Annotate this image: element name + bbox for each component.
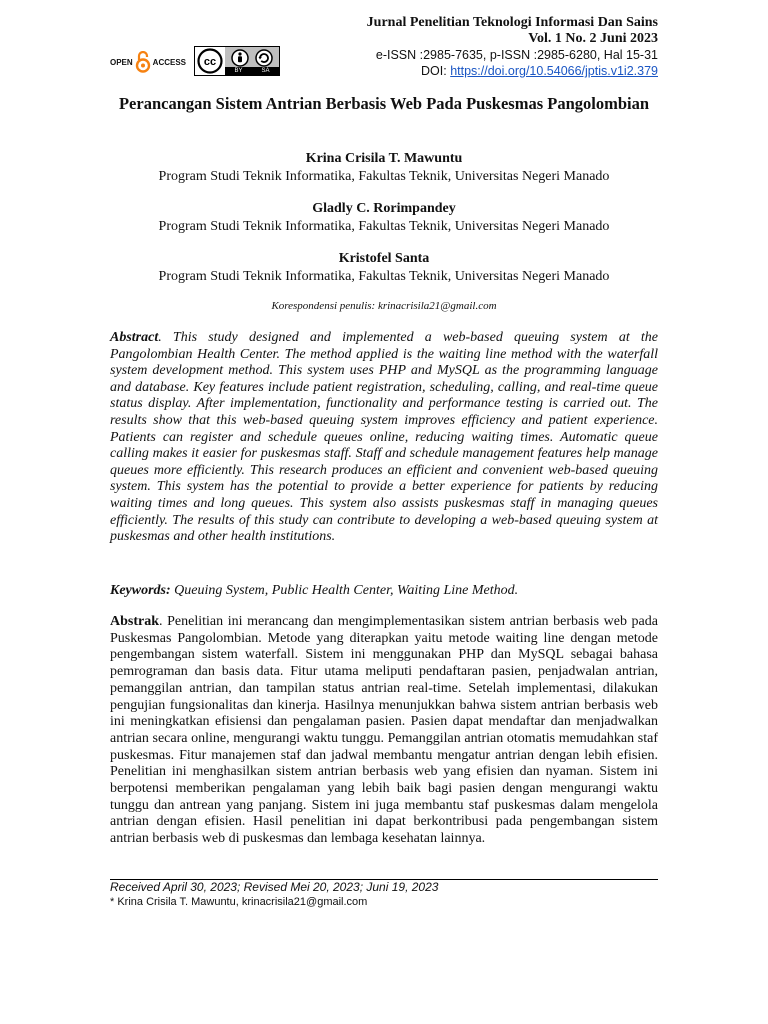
open-access-text-right: ACCESS (152, 57, 187, 67)
paper-title: Perancangan Sistem Antrian Berbasis Web Pada Puskesmas Pangolombian (118, 94, 650, 113)
doi-link[interactable]: https://doi.org/10.54066/jptis.v1i2.379 (450, 64, 658, 78)
received-dates: Received April 30, 2023; Revised Mei 20, 2023; Juni 19, 2023 (110, 880, 439, 894)
doi-line (258, 63, 658, 79)
abstract-text: . This study designed and implemented a web-based queuing system at the Pangolombian Health Center. The method applied is the waiting line method with the waterfall system development method. This system uses PHP and MySQL as the programming language and database. Key features include patient registration, scheduling, calling, and real-time queue status display. After implementation, functionality and performance testing is carried out. The results show that this web-based queuing system improves efficiency and patient experience. Patients can register and schedule queues online, reducing waiting times. Automatic queue calling makes it easier for puskesmas staff. Staff and schedule management features help manage queues more efficiently. This research produces an efficient and convenient web-based queuing system. This system has the potential to provide a better experience for patients by reducing waiting times and long queues. This system also assists puskesmas staff in managing queues efficiently. The results of this study can contribute to developing a web-based queuing system at puskesmas and other health institutions. (110, 330, 658, 545)
abstract-label: Abstract (110, 330, 159, 345)
keywords (110, 582, 658, 599)
attribution-icon (231, 49, 249, 67)
doi-label: DOI: (421, 64, 451, 78)
open-lock-icon (135, 51, 151, 73)
author-1 (110, 150, 658, 186)
author-3 (110, 250, 658, 286)
author-affiliation: Program Studi Teknik Informatika, Fakultas Teknik, Universitas Negeri Manado (158, 219, 610, 234)
correspondence-line: Korespondensi penulis: krinacrisila21@gmail.com (271, 300, 497, 312)
abstract-english (110, 330, 658, 546)
journal-issn: e-ISSN :2985-7635, p-ISSN :2985-6280, Hal 15-31 (375, 48, 658, 62)
abstrak-text: . Penelitian ini merancang dan mengimplementasikan sistem antrian berbasis web pada Puskesmas Pangolombian. Metode yang diterapkan yaitu metode waiting line dengan metode pengembangan sistem waterfall. Sistem ini menggunakan PHP dan MySQL sebagai bahasa pemrograman dan basis data. Fitur utama meliputi pendaftaran pasien, penjadwalan antrian, pemanggilan antrian, dan tampilan status antrian real-time. Setelah implementasi, dilakukan pengujian fungsionalitas dan kinerja. Hasilnya menunjukkan bahwa sistem antrian berbasis web ini meningkatkan efisiensi dan pengalaman pasien. Pasien dapat mendaftar dan menjadwalkan antrian secara online, mengurangi waktu tunggu. Pemanggilan antrian otomatis memudahkan staf puskesmas. Fitur manajemen staf dan jadwal membantu mengatur antrian dengan lebih efisien. Penelitian ini menghasilkan sistem antrian berbasis web yang efisien dan nyaman. Sistem ini berpotensi memberikan pengalaman yang lebih baik bagi pasien dengan mengurangi waktu tunggu dan antrean yang panjang. Sistem ini juga membantu staf puskesmas dalam mengelola antrian dengan efisien. Hasil penelitian ini dapat berkontribusi pada pengembangan sistem antrian berbasis web di puskesmas dan lembaga kesehatan lainnya. (110, 614, 658, 847)
corresponding-author-footnote: * Krina Crisila T. Mawuntu, krinacrisila21@gmail.com (110, 896, 368, 908)
cc-by-label: BY (234, 68, 243, 74)
cc-mark (195, 47, 225, 75)
journal-header (258, 14, 658, 79)
keywords-label: Keywords: (110, 583, 171, 598)
abstract-indonesian (110, 614, 658, 848)
abstrak-label: Abstrak (110, 614, 160, 629)
cc-sa-label: SA (261, 68, 270, 74)
creative-commons-icon (197, 48, 223, 74)
author-affiliation: Program Studi Teknik Informatika, Fakultas Teknik, Universitas Negeri Manado (158, 269, 610, 284)
author-2 (110, 200, 658, 236)
open-access-text-left: OPEN (110, 57, 133, 67)
author-name: Kristofel Santa (338, 251, 430, 266)
journal-volume: Vol. 1 No. 2 Juni 2023 (528, 31, 658, 46)
author-name: Gladly C. Rorimpandey (312, 201, 456, 216)
journal-name: Jurnal Penelitian Teknologi Informasi Dan Sains (366, 15, 658, 30)
author-name: Krina Crisila T. Mawuntu (305, 151, 463, 166)
open-access-logo (110, 47, 186, 77)
author-affiliation: Program Studi Teknik Informatika, Fakultas Teknik, Universitas Negeri Manado (158, 169, 610, 184)
cc-mark-text: cc (203, 56, 217, 68)
keywords-text: Queuing System, Public Health Center, Waiting Line Method. (170, 583, 519, 598)
